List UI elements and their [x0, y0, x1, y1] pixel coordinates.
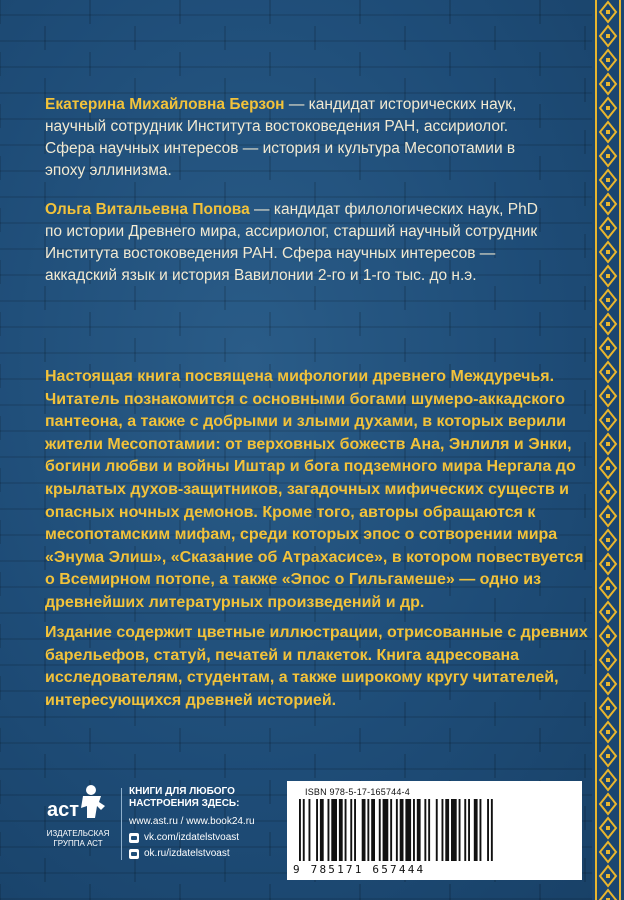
decorative-ornament-border: [592, 0, 624, 900]
author-bio-popova: [45, 199, 545, 287]
author-name: Ольга Витальевна Попова: [45, 201, 250, 218]
vk-icon: [129, 833, 139, 843]
ok-icon: [129, 849, 139, 859]
ok-link[interactable]: ok.ru/izdatelstvoast: [129, 848, 279, 859]
isbn-barcode-block: [287, 781, 582, 880]
divider: [121, 788, 122, 860]
ast-logo-icon: [45, 782, 111, 820]
author-bio-berzon: [45, 94, 545, 182]
logo-text: аст: [47, 799, 80, 820]
book-description-edition: Издание содержит цветные иллюстрации, отрисованные с древних барельефов, статуй, печатей и плакеток. Книга адресована исследователям, студентам, а также широкому кругу читателей, интересующихся древней историей.: [45, 624, 588, 709]
barcode-digits: 9 785171 657444: [293, 863, 426, 876]
publisher-logo: [45, 782, 115, 849]
publisher-links: [129, 786, 279, 859]
isbn-label: ISBN 978-5-17-165744-4: [305, 787, 410, 797]
website-links[interactable]: www.ast.ru / www.book24.ru: [129, 816, 255, 827]
author-bio: — кандидат исторических наук, научный сотрудник Института востоковедения РАН, ассириолог. Сфера научных интересов — история и культура Месопотамии в эпоху эллинизма.: [45, 96, 517, 179]
barcode: [293, 799, 573, 865]
vk-link[interactable]: vk.com/izdatelstvoast: [129, 832, 279, 843]
book-description: Настоящая книга посвящена мифологии древнего Междуречья. Читатель познакомится с основными богами шумеро-аккадского пантеона, а также с добрыми и злыми духами, в которых верили жители Месопотамии: от верховных божеств Ана, Энлиля и Энки, богини любви и войны Иштар и бога подземного мира Нергала до крылатых духов-защитников, загадочных мифических существ и опасных ночных демонов. Кроме того, авторы обращаются к месопотамским мифам, среди которых эпос о сотворении мира «Энума Элиш», «Сказание об Атрахасисе», в котором повествуется о Всемирном потопе, а также «Эпос о Гильгамеше» — одно из древнейших литературных произведений и др.: [45, 368, 584, 611]
author-name: Екатерина Михайловна Берзон: [45, 96, 285, 113]
author-bio: — кандидат филологических наук, PhD по истории Древнего мира, ассириолог, старший научный сотрудник Института востоковедения РАН. Сфера научных интересов — аккадский язык и история Вавилонии 2-го и 1-го тыс. до н.э.: [45, 201, 538, 284]
links-heading: КНИГИ ДЛЯ ЛЮБОГО НАСТРОЕНИЯ ЗДЕСЬ:: [129, 786, 240, 809]
publisher-name: ИЗДАТЕЛЬСКАЯ ГРУППА АСТ: [46, 829, 110, 848]
